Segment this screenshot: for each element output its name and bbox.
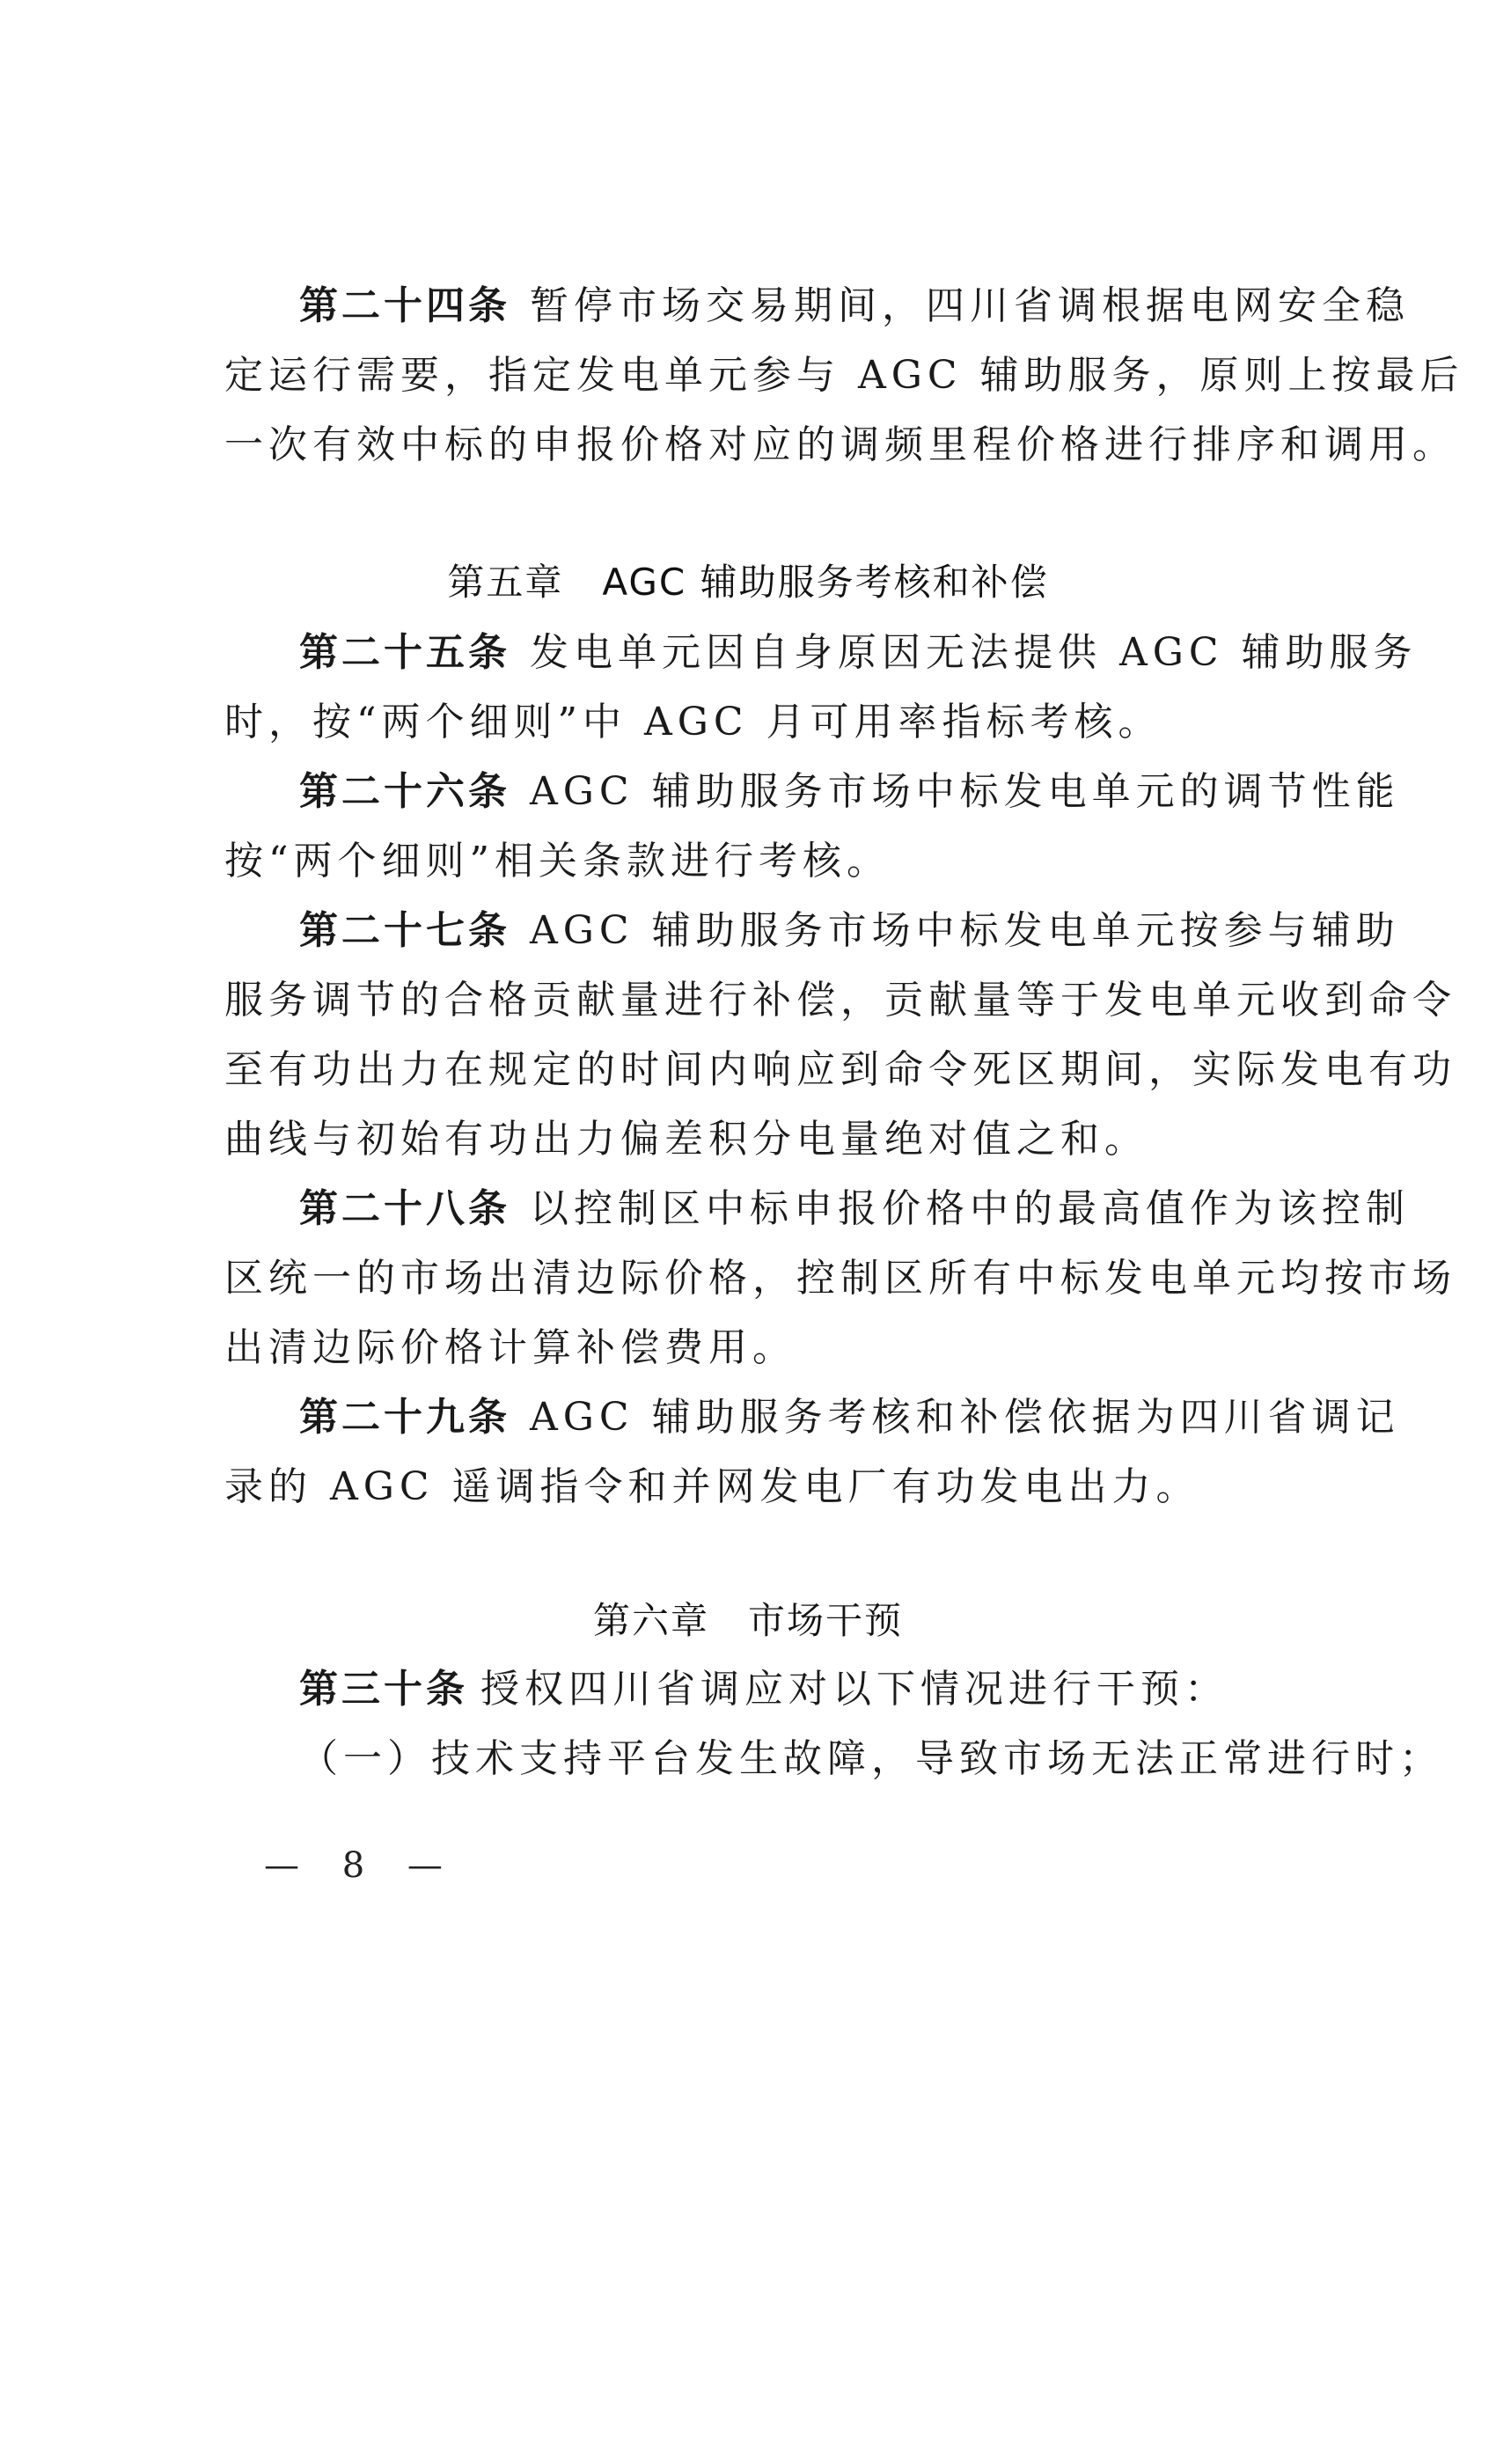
article-26-line-2: 按“两个细则”相关条款进行考核。	[224, 839, 891, 884]
article-24-line-3: 一次有效中标的申报价格对应的调频里程价格进行排序和调用。	[224, 422, 1456, 467]
article-27-line-3: 至有功出力在规定的时间内响应到命令死区期间，实际发电有功	[224, 1047, 1456, 1092]
article-24-label: 第二十四条	[299, 283, 510, 328]
article-30-text-1: 授权四川省调应对以下情况进行干预：	[480, 1667, 1228, 1712]
article-27-text-1: AGC 辅助服务市场中标发电单元按参与辅助	[530, 908, 1400, 953]
page-number: — 8 —	[264, 1845, 458, 1886]
article-24-text-1: 暂停市场交易期间，四川省调根据电网安全稳	[530, 283, 1410, 328]
article-28-label: 第二十八条	[299, 1186, 510, 1231]
article-27-line-2: 服务调节的合格贡献量进行补偿，贡献量等于发电单元收到命令	[224, 978, 1456, 1023]
article-28-line-3: 出清边际价格计算补偿费用。	[224, 1325, 796, 1370]
article-29-line-1	[299, 1391, 1400, 1444]
article-24-line-1	[299, 280, 1410, 333]
article-29-label: 第二十九条	[299, 1395, 510, 1440]
article-26-text-1: AGC 辅助服务市场中标发电单元的调节性能	[530, 769, 1400, 814]
article-25-line-2: 时，按“两个细则”中 AGC 月可用率指标考核。	[224, 700, 1162, 744]
article-29-line-2: 录的 AGC 遥调指令和并网发电厂有功发电出力。	[224, 1464, 1200, 1509]
article-28-line-2: 区统一的市场出清边际价格，控制区所有中标发电单元均按市场	[224, 1256, 1456, 1301]
article-28-text-1: 以控制区中标申报价格中的最高值作为该控制	[530, 1186, 1410, 1231]
article-27-label: 第二十七条	[299, 908, 510, 953]
article-30-item-1: （一）技术支持平台发生故障，导致市场无法正常进行时；	[299, 1736, 1443, 1781]
article-27-line-4: 曲线与初始有功出力偏差积分电量绝对值之和。	[224, 1117, 1148, 1162]
article-28-line-1	[299, 1183, 1410, 1236]
article-25-line-1	[299, 627, 1418, 679]
article-26-label: 第二十六条	[299, 769, 510, 814]
article-30-label: 第三十条	[299, 1667, 468, 1712]
article-27-line-1	[299, 905, 1400, 957]
article-29-text-1: AGC 辅助服务考核和补偿依据为四川省调记	[530, 1395, 1400, 1440]
article-25-label: 第二十五条	[299, 630, 510, 675]
article-30-line-1	[299, 1663, 1307, 1716]
chapter-6-heading: 第六章 市场干预	[592, 1599, 903, 1642]
article-25-text-1: 发电单元因自身原因无法提供 AGC 辅助服务	[530, 630, 1418, 675]
article-24-line-2: 定运行需要，指定发电单元参与 AGC 辅助服务，原则上按最后	[224, 353, 1464, 398]
article-26-line-1	[299, 766, 1400, 818]
chapter-5-heading: 第五章 AGC 辅助服务考核和补偿	[447, 561, 1049, 604]
